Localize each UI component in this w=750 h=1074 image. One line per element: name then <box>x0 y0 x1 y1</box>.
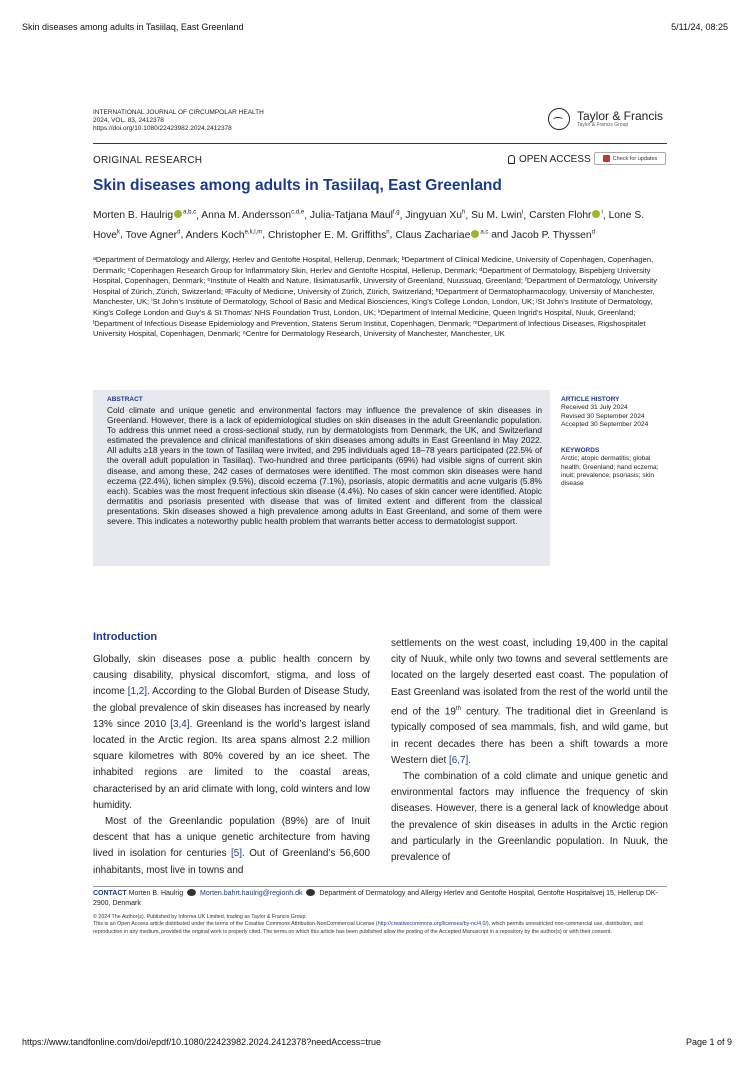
keywords <box>561 447 671 488</box>
browser-page-number: Page 1 of 9 <box>685 1037 732 1047</box>
author-name[interactable]: Anna M. Andersson$^{c,d,e}$ <box>201 210 305 222</box>
author-name[interactable]: Tove Agner$^d$ <box>125 229 181 241</box>
email-icon <box>187 889 196 896</box>
browser-print-title: Skin diseases among adults in Tasiilaq, East Greenland <box>22 22 244 32</box>
contact-email-link[interactable]: Morten.bahrt.haulrig@regionh.dk <box>200 890 303 897</box>
open-access-badge <box>508 154 591 165</box>
introduction-column-1 <box>93 652 370 879</box>
author-name[interactable]: Julia-Tatjana Maul$^{f,g}$ <box>309 210 400 222</box>
address-icon <box>306 889 315 896</box>
article-history-heading: ARTICLE HISTORY <box>561 396 620 403</box>
affiliations: ᵃDepartment of Dermatology and Allergy, Herlev and Gentofte Hospital, Hellerup, Denmark; ᵇDepartment of Clinical Medicine, University of Copenhagen, Copenhagen, Denmark; ᶜCopenhagen Research Group for Inflammatory Skin, Herlev and Gentofte Hospital, Hellerup, Denmark; ᵈDepartment of Dermatology, Bispebjerg University Hospital, Copenhagen, Denmark; ᵉInstitute of Health and Nature, Ilisimatusarfik, University of Greenland, Nuussuaq, Greenland; ᶠDepartment of Dermatology, University Hospital of Zürich, Zürich, Switzerland; ᵍFaculty of Medicine, University of Zürich, Zürich, Switzerland; ʰDepartment of Dermatopharmacology, University of Manchester, Manchester, UK; ⁱSt John’s Institute of Dermatology, School of Basic and Medical Biosciences, King’s College London, London, UK; ʲSt John’s Institute of Dermatology, King’s College London and Guy’s & St Thomas’ NHS Foundation Trust, London, UK; ᵏDepartment of Internal Medicine, Queen Ingrid’s Hospital, Nuuk, Greenland; ˡDepartment of Infectious Disease Epidemiology and Prevention, Statens Serum Institut, Copenhagen, Denmark; ᵐDepartment of Infectious Diseases, Rigshospitalet University Hospital, Copenhagen, Denmark; ⁿCentre for Dermatology Research, University of Manchester, Manchester, UK <box>93 255 658 339</box>
browser-print-datetime: 5/11/24, 08:25 <box>671 22 728 32</box>
contact-label: CONTACT <box>93 890 127 897</box>
footnote-divider <box>93 886 667 887</box>
orcid-icon[interactable] <box>592 210 600 218</box>
publisher-name: Taylor & Francis <box>577 108 664 123</box>
citation-link[interactable]: [3,4] <box>170 718 190 730</box>
author-name[interactable]: Claus Zachariae $^{a,c}$ <box>395 229 489 241</box>
author-name[interactable]: Su M. Lwin$^i$ <box>471 210 524 222</box>
publisher-logo-icon <box>548 108 570 130</box>
author-name[interactable]: Jingyuan Xu$^h$ <box>405 210 466 222</box>
orcid-icon[interactable] <box>471 230 479 238</box>
paragraph: settlements on the west coast, including 19,400 in the capital city of Nuuk, while only two towns and several settlements are located on the largely deserted east coast. The population of East Greenland was isolated from the rest of the world until the end of the 19th century. The traditional diet in Greenland is typically composed of sea mammals, fish, and wild game, but in recent decades there has been a shift towards a more Western diet [6,7]. <box>391 638 668 766</box>
contact-address: Department of Dermatology and Allergy Herlev and Gentofte Hospital, Gentofte Hospitalsvej 15, Hellerup DK-2900, Denmark <box>93 890 658 907</box>
browser-print-url[interactable]: https://www.tandfonline.com/doi/epdf/10.1080/22423982.2024.2412378?needAccess=true <box>22 1037 382 1047</box>
contact-name: Morten B. Haulrig <box>128 890 184 897</box>
citation-link[interactable]: [6,7] <box>449 754 469 766</box>
journal-name: INTERNATIONAL JOURNAL OF CIRCUMPOLAR HEALTH <box>93 109 264 116</box>
paragraph: Globally, skin diseases pose a public health concern by causing disability, physical discomfort, stigma, and loss of income [1,2]. According to the Global Burden of Disease Study, the global prevalence of skin diseases has increased by nearly 13% since 2010 [3,4]. Greenland is the world’s largest island located in the Arctic region. Its area spans almost 2.2 million square kilometres with 80% covered by an ice sheet. The inhabited regions are limited to the coastal areas, characterised by an arid climate with long, cold winters and low humidity. <box>93 654 370 811</box>
accepted-date: Accepted 30 September 2024 <box>561 420 649 428</box>
open-access-label: OPEN ACCESS <box>519 154 591 165</box>
author-list: Morten B. Haulrig $^{a,b,c}$, Anna M. Andersson$^{c,d,e}$, Julia-Tatjana Maul$^{f,g}$, Jingyuan Xu$^h$, Su M. Lwin$^i$, Carsten Flohr $^i$, Lone S. Hove$^k$, Tove Agner$^d$, Anders Koch$^{e,k,l,m}$, Christopher E. M. Griffiths$^n$, Claus Zachariae $^{a,c}$ and Jacob P. Thyssen$^d$ <box>93 210 645 241</box>
publisher-group: Taylor & Francis Group <box>577 121 629 128</box>
orcid-icon[interactable] <box>174 210 182 218</box>
introduction-heading: Introduction <box>93 631 158 643</box>
journal-info <box>93 109 264 133</box>
open-lock-icon <box>508 155 515 164</box>
keywords-text: Arctic; atopic dermatitis; global health; Greenland; hand eczema; inuit; prevalence; psoriasis; skin disease <box>561 455 659 488</box>
crossmark-icon <box>603 155 610 162</box>
license-notice: This is an Open Access article distributed under the terms of the Creative Commons Attribution-NonCommercial License (http://creativecommons.org/licenses/by-nc/4.0/), which permits unrestricted non-commercial use, distribution, and reproduction in any medium, provided the original work is properly cited. The terms on which this article has been published allow the posting of the Accepted Manuscript in a repository by the author(s) or with their consent. <box>93 921 643 935</box>
publisher-logo[interactable] <box>548 108 663 130</box>
author-name[interactable]: Lone S. Hove$^k$ <box>93 210 645 241</box>
citation-link[interactable]: [5] <box>231 848 243 860</box>
header-divider <box>93 143 667 144</box>
journal-volume: 2024, VOL. 83, 2412378 <box>93 117 164 124</box>
received-date: Received 31 July 2024 <box>561 404 628 412</box>
author-name[interactable]: Anders Koch$^{e,k,l,m}$ <box>185 229 263 241</box>
paragraph: The combination of a cold climate and unique genetic and environmental factors may influence the frequency of skin diseases. However, there is a general lack of knowledge about the prevalence of skin diseases in adults in the Arctic region and particularly in the Greenlandic population. In Nuuk, the prevalence of <box>391 770 668 863</box>
author-name[interactable]: Carsten Flohr $^i$ <box>529 210 603 222</box>
revised-date: Revised 30 September 2024 <box>561 412 645 420</box>
citation-link[interactable]: [1,2] <box>127 686 147 698</box>
check-for-updates-button[interactable] <box>594 152 666 165</box>
author-name[interactable]: Christopher E. M. Griffiths$^n$ <box>268 229 390 241</box>
author-name[interactable]: Jacob P. Thyssen$^d$ <box>511 229 595 241</box>
author-name[interactable]: Morten B. Haulrig $^{a,b,c}$ <box>93 210 197 222</box>
article-history <box>561 396 671 429</box>
abstract-heading: ABSTRACT <box>107 396 143 403</box>
article-type: ORIGINAL RESEARCH <box>93 155 203 166</box>
keywords-heading: KEYWORDS <box>561 447 600 454</box>
license-link[interactable]: http://creativecommons.org/licenses/by-nc/4.0/ <box>377 921 487 928</box>
introduction-column-2 <box>391 636 668 866</box>
contact-info <box>93 889 669 908</box>
paragraph: Most of the Greenlandic population (89%) are of Inuit descent that has a unique genetic architecture from having lived in isolation for centuries [5]. Out of Greenland’s 56,600 inhabitants, most live in towns and <box>93 816 370 876</box>
copyright-notice: © 2024 The Author(s). Published by Informa UK Limited, trading as Taylor & Francis Group. <box>93 914 307 920</box>
abstract-text: Cold climate and unique genetic and environmental factors may influence the prevalence of skin diseases in Greenland. However, there is a lack of epidemiological studies on skin diseases in the adult Greenlandic population. To address this unmet need a cross-sectional study, run by dermatologists from Denmark, the UK, and Switzerland estimated the prevalence and clinical manifestations of skin diseases among adults in East Greenland in May 2022. All adults ≥18 years in the town of Tasiilaq were invited, and 295 individuals aged 18–78 years participated (22.5% of the overall adult population in Tasiilaq). Two-hundred and three participants (69%) had visible signs of current skin disease, and among these, 242 cases of dermatoses were identified. The most common skin diseases were hand eczema (22.4%), lichen simplex (9.5%), discoid eczema (7.1%), psoriasis, atopic dermatitis and acne vulgaris (5.8% each). Scabies was the most frequent infectious skin disease (4.4%). No cases of skin cancer were identified. Atopic dermatitis and psoriasis presented with disease that was of limited extent and different from the classical presentations. Skin diseases showed a high prevalence among adults in East Greenland, and some of them were severe. This indicates a noteworthy public health problem that warrants better access to dermatologist support. <box>107 405 542 527</box>
check-for-updates-label: Check for updates <box>612 155 658 162</box>
license-text <box>93 914 669 936</box>
journal-doi[interactable]: https://doi.org/10.1080/22423982.2024.2412378 <box>93 125 232 132</box>
article-title: Skin diseases among adults in Tasiilaq, East Greenland <box>93 177 502 194</box>
